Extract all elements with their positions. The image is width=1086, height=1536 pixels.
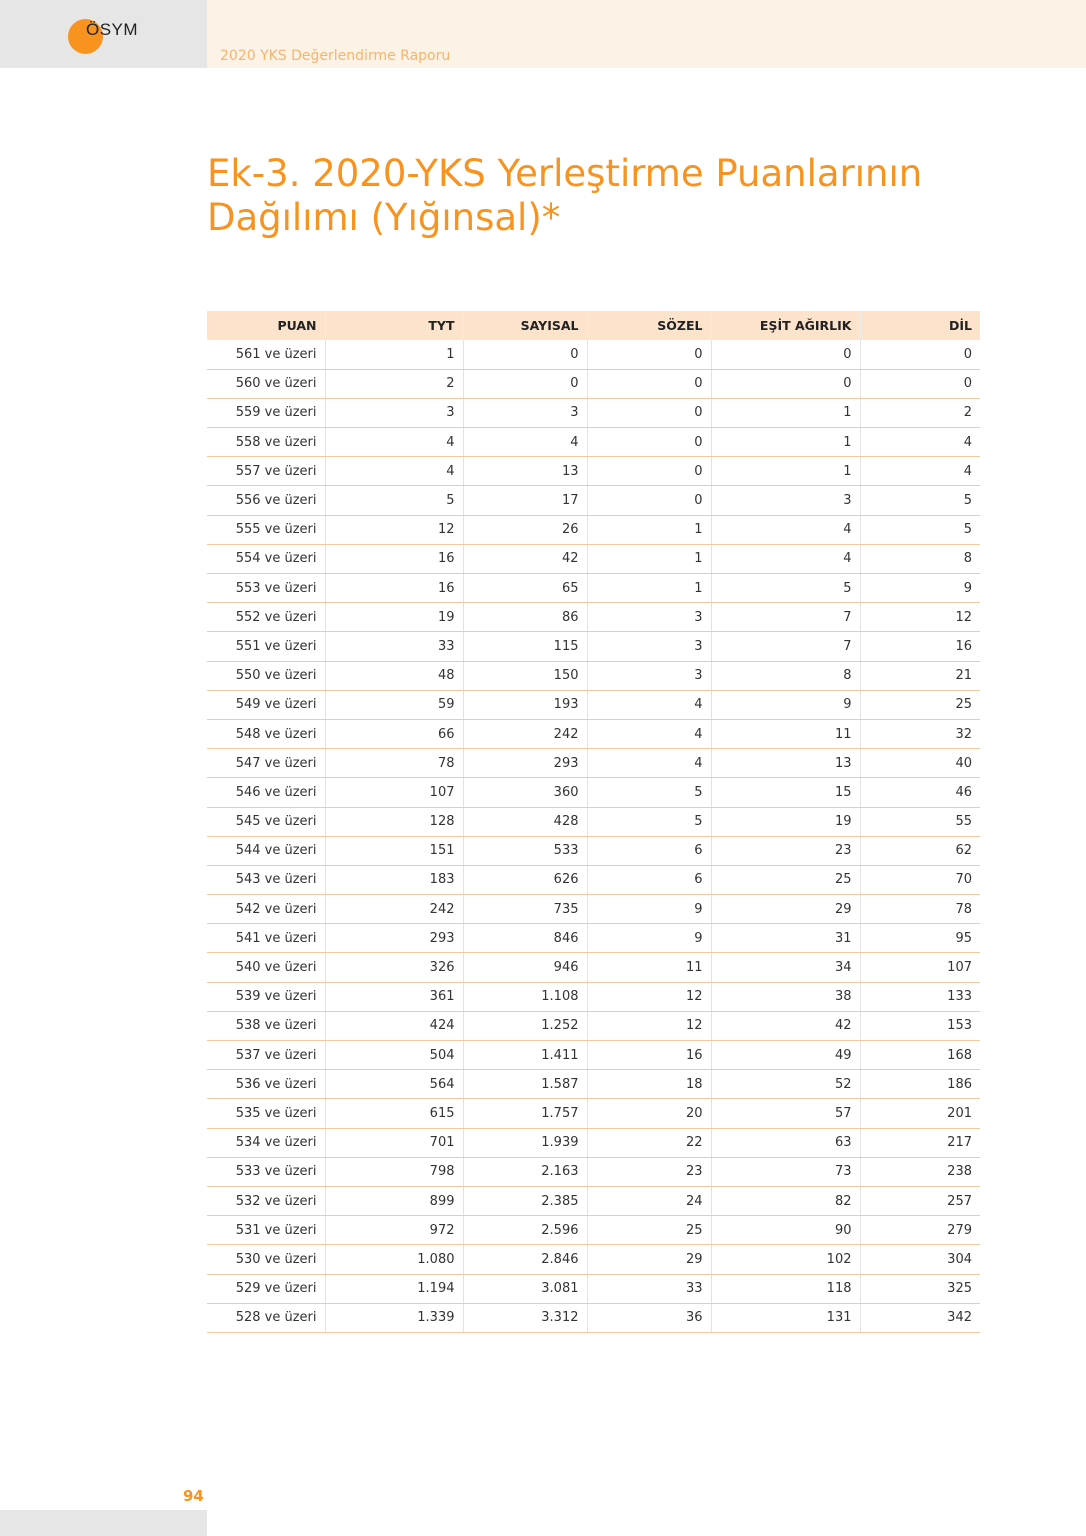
- table-cell: 62: [860, 836, 980, 865]
- table-cell: 25: [860, 690, 980, 719]
- table-cell: 6: [587, 865, 711, 894]
- report-title: 2020 YKS Değerlendirme Raporu: [220, 48, 451, 64]
- table-cell: 5: [860, 486, 980, 515]
- table-cell: 528 ve üzeri: [207, 1303, 325, 1332]
- table-row: [207, 340, 980, 369]
- distribution-table: [207, 311, 980, 1333]
- table-cell: 82: [711, 1186, 860, 1215]
- table-row: [207, 603, 980, 632]
- table-cell: 186: [860, 1070, 980, 1099]
- table-cell: 6: [587, 836, 711, 865]
- table-cell: 626: [463, 865, 587, 894]
- table-cell: 1: [711, 428, 860, 457]
- table-cell: 543 ve üzeri: [207, 865, 325, 894]
- table-row: [207, 690, 980, 719]
- table-cell: 151: [325, 836, 463, 865]
- table-cell: 2.385: [463, 1186, 587, 1215]
- table-cell: 544 ve üzeri: [207, 836, 325, 865]
- table-cell: 5: [587, 778, 711, 807]
- table-cell: 11: [587, 953, 711, 982]
- table-cell: 242: [463, 719, 587, 748]
- table-cell: 238: [860, 1157, 980, 1186]
- table-cell: 0: [711, 340, 860, 369]
- table-cell: 20: [587, 1099, 711, 1128]
- table-cell: 547 ve üzeri: [207, 749, 325, 778]
- table-cell: 12: [860, 603, 980, 632]
- table-row: [207, 661, 980, 690]
- table-cell: 701: [325, 1128, 463, 1157]
- page-number: 94: [183, 1487, 204, 1505]
- table-cell: 90: [711, 1216, 860, 1245]
- table-cell: 49: [711, 1041, 860, 1070]
- table-cell: 538 ve üzeri: [207, 1011, 325, 1040]
- table-row: [207, 865, 980, 894]
- table-cell: 23: [587, 1157, 711, 1186]
- table-cell: 118: [711, 1274, 860, 1303]
- table-cell: 550 ve üzeri: [207, 661, 325, 690]
- table-cell: 57: [711, 1099, 860, 1128]
- column-header: DİL: [860, 311, 980, 340]
- table-cell: 531 ve üzeri: [207, 1216, 325, 1245]
- table-cell: 5: [711, 574, 860, 603]
- table-cell: 29: [587, 1245, 711, 1274]
- table-cell: 553 ve üzeri: [207, 574, 325, 603]
- table-row: [207, 953, 980, 982]
- table-cell: 0: [711, 369, 860, 398]
- table-cell: 1.411: [463, 1041, 587, 1070]
- table-cell: 0: [463, 340, 587, 369]
- table-cell: 304: [860, 1245, 980, 1274]
- table-cell: 36: [587, 1303, 711, 1332]
- column-header: SÖZEL: [587, 311, 711, 340]
- table-row: [207, 778, 980, 807]
- table-cell: 846: [463, 924, 587, 953]
- table-cell: 7: [711, 632, 860, 661]
- table-cell: 545 ve üzeri: [207, 807, 325, 836]
- table-cell: 4: [587, 719, 711, 748]
- table-cell: 193: [463, 690, 587, 719]
- table-cell: 551 ve üzeri: [207, 632, 325, 661]
- table-cell: 3: [587, 661, 711, 690]
- table-cell: 2.163: [463, 1157, 587, 1186]
- table-cell: 504: [325, 1041, 463, 1070]
- table-cell: 16: [860, 632, 980, 661]
- table-row: [207, 719, 980, 748]
- column-header: SAYISAL: [463, 311, 587, 340]
- table-cell: 1.339: [325, 1303, 463, 1332]
- table-cell: 63: [711, 1128, 860, 1157]
- table-cell: 8: [860, 544, 980, 573]
- table-cell: 5: [860, 515, 980, 544]
- table-cell: 946: [463, 953, 587, 982]
- table-cell: 555 ve üzeri: [207, 515, 325, 544]
- table-cell: 22: [587, 1128, 711, 1157]
- table-cell: 972: [325, 1216, 463, 1245]
- table-cell: 541 ve üzeri: [207, 924, 325, 953]
- table-cell: 16: [587, 1041, 711, 1070]
- table-cell: 534 ve üzeri: [207, 1128, 325, 1157]
- table-cell: 9: [587, 924, 711, 953]
- table-cell: 66: [325, 719, 463, 748]
- table-cell: 40: [860, 749, 980, 778]
- table-row: [207, 369, 980, 398]
- table-cell: 1: [587, 544, 711, 573]
- table-row: [207, 1128, 980, 1157]
- table-cell: 4: [587, 690, 711, 719]
- table-row: [207, 515, 980, 544]
- table-cell: 12: [587, 1011, 711, 1040]
- table-cell: 183: [325, 865, 463, 894]
- table-cell: 533: [463, 836, 587, 865]
- table-cell: 559 ve üzeri: [207, 398, 325, 427]
- table-cell: 16: [325, 574, 463, 603]
- table-cell: 1.587: [463, 1070, 587, 1099]
- table-cell: 279: [860, 1216, 980, 1245]
- table-cell: 115: [463, 632, 587, 661]
- table-cell: 11: [711, 719, 860, 748]
- table-row: [207, 1157, 980, 1186]
- table-cell: 33: [587, 1274, 711, 1303]
- table-cell: 150: [463, 661, 587, 690]
- table-cell: 59: [325, 690, 463, 719]
- column-header: EŞİT AĞIRLIK: [711, 311, 860, 340]
- table-cell: 899: [325, 1186, 463, 1215]
- table-cell: 530 ve üzeri: [207, 1245, 325, 1274]
- table-header-row: [207, 311, 980, 340]
- table-row: [207, 982, 980, 1011]
- table-cell: 548 ve üzeri: [207, 719, 325, 748]
- table-row: [207, 1303, 980, 1332]
- table-cell: 4: [860, 457, 980, 486]
- table-cell: 0: [587, 486, 711, 515]
- table-cell: 2.596: [463, 1216, 587, 1245]
- table-cell: 554 ve üzeri: [207, 544, 325, 573]
- table-cell: 9: [587, 895, 711, 924]
- table-cell: 257: [860, 1186, 980, 1215]
- table-cell: 546 ve üzeri: [207, 778, 325, 807]
- table-cell: 3: [587, 603, 711, 632]
- table-row: [207, 398, 980, 427]
- table-cell: 532 ve üzeri: [207, 1186, 325, 1215]
- table-cell: 4: [711, 515, 860, 544]
- table-cell: 1.108: [463, 982, 587, 1011]
- table-row: [207, 544, 980, 573]
- table-cell: 34: [711, 953, 860, 982]
- table-cell: 13: [463, 457, 587, 486]
- table-cell: 1.194: [325, 1274, 463, 1303]
- header-left-band: [0, 0, 207, 68]
- table-cell: 3: [325, 398, 463, 427]
- table-cell: 542 ve üzeri: [207, 895, 325, 924]
- table-cell: 615: [325, 1099, 463, 1128]
- table-row: [207, 1011, 980, 1040]
- table-row: [207, 924, 980, 953]
- table-cell: 25: [587, 1216, 711, 1245]
- table-cell: 536 ve üzeri: [207, 1070, 325, 1099]
- table-cell: 33: [325, 632, 463, 661]
- table-cell: 361: [325, 982, 463, 1011]
- table-cell: 561 ve üzeri: [207, 340, 325, 369]
- table-cell: 0: [587, 398, 711, 427]
- table-cell: 19: [711, 807, 860, 836]
- table-cell: 9: [860, 574, 980, 603]
- table-cell: 153: [860, 1011, 980, 1040]
- table-cell: 131: [711, 1303, 860, 1332]
- table-cell: 1: [587, 515, 711, 544]
- table-cell: 325: [860, 1274, 980, 1303]
- table-cell: 25: [711, 865, 860, 894]
- table-cell: 4: [860, 428, 980, 457]
- table-cell: 18: [587, 1070, 711, 1099]
- table-cell: 5: [325, 486, 463, 515]
- table-cell: 0: [587, 428, 711, 457]
- table-cell: 1.252: [463, 1011, 587, 1040]
- table-cell: 537 ve üzeri: [207, 1041, 325, 1070]
- table-cell: 535 ve üzeri: [207, 1099, 325, 1128]
- table-cell: 7: [711, 603, 860, 632]
- table-cell: 38: [711, 982, 860, 1011]
- table-cell: 107: [325, 778, 463, 807]
- table-cell: 293: [325, 924, 463, 953]
- table-row: [207, 1186, 980, 1215]
- table-row: [207, 1216, 980, 1245]
- table-cell: 12: [325, 515, 463, 544]
- table-cell: 1.939: [463, 1128, 587, 1157]
- table-cell: 2.846: [463, 1245, 587, 1274]
- table-cell: 26: [463, 515, 587, 544]
- table-cell: 78: [325, 749, 463, 778]
- table-row: [207, 1099, 980, 1128]
- table-cell: 4: [463, 428, 587, 457]
- table-cell: 3.081: [463, 1274, 587, 1303]
- table-cell: 107: [860, 953, 980, 982]
- table-cell: 17: [463, 486, 587, 515]
- table-cell: 0: [860, 340, 980, 369]
- table-row: [207, 749, 980, 778]
- table-cell: 0: [860, 369, 980, 398]
- table-cell: 15: [711, 778, 860, 807]
- table-cell: 242: [325, 895, 463, 924]
- table-cell: 8: [711, 661, 860, 690]
- table-cell: 2: [860, 398, 980, 427]
- table-cell: 529 ve üzeri: [207, 1274, 325, 1303]
- table-cell: 32: [860, 719, 980, 748]
- table-cell: 201: [860, 1099, 980, 1128]
- table-cell: 424: [325, 1011, 463, 1040]
- table-cell: 48: [325, 661, 463, 690]
- logo-text: ÖSYM: [86, 20, 139, 39]
- table-cell: 0: [587, 369, 711, 398]
- table-row: [207, 1070, 980, 1099]
- table-cell: 24: [587, 1186, 711, 1215]
- table-row: [207, 632, 980, 661]
- table-cell: 5: [587, 807, 711, 836]
- table-cell: 552 ve üzeri: [207, 603, 325, 632]
- table-cell: 13: [711, 749, 860, 778]
- table-cell: 21: [860, 661, 980, 690]
- table-cell: 360: [463, 778, 587, 807]
- table-cell: 1: [711, 457, 860, 486]
- table-cell: 78: [860, 895, 980, 924]
- table-cell: 549 ve üzeri: [207, 690, 325, 719]
- table-cell: 556 ve üzeri: [207, 486, 325, 515]
- table-cell: 0: [463, 369, 587, 398]
- table-cell: 0: [587, 340, 711, 369]
- table-cell: 4: [711, 544, 860, 573]
- table-cell: 560 ve üzeri: [207, 369, 325, 398]
- table-cell: 23: [711, 836, 860, 865]
- table-cell: 55: [860, 807, 980, 836]
- table-row: [207, 1245, 980, 1274]
- table-cell: 3.312: [463, 1303, 587, 1332]
- table-row: [207, 428, 980, 457]
- table-cell: 558 ve üzeri: [207, 428, 325, 457]
- table-row: [207, 1274, 980, 1303]
- table-row: [207, 895, 980, 924]
- table-cell: 326: [325, 953, 463, 982]
- table-cell: 16: [325, 544, 463, 573]
- page-title: Ek-3. 2020-YKS Yerleştirme Puanlarının Dağılımı (Yığınsal)*: [207, 152, 923, 239]
- table-cell: 1.757: [463, 1099, 587, 1128]
- table-cell: 133: [860, 982, 980, 1011]
- table-cell: 4: [325, 457, 463, 486]
- table-cell: 428: [463, 807, 587, 836]
- table-cell: 65: [463, 574, 587, 603]
- table-row: [207, 486, 980, 515]
- table-row: [207, 574, 980, 603]
- table-cell: 168: [860, 1041, 980, 1070]
- table-cell: 342: [860, 1303, 980, 1332]
- table-cell: 9: [711, 690, 860, 719]
- table-cell: 95: [860, 924, 980, 953]
- table-cell: 102: [711, 1245, 860, 1274]
- table-cell: 128: [325, 807, 463, 836]
- column-header: TYT: [325, 311, 463, 340]
- table-cell: 4: [587, 749, 711, 778]
- table-cell: 52: [711, 1070, 860, 1099]
- table-cell: 73: [711, 1157, 860, 1186]
- footer-band: [0, 1510, 207, 1536]
- table-cell: 1: [587, 574, 711, 603]
- column-header: PUAN: [207, 311, 325, 340]
- table-cell: 46: [860, 778, 980, 807]
- table-cell: 70: [860, 865, 980, 894]
- table-cell: 12: [587, 982, 711, 1011]
- table-cell: 293: [463, 749, 587, 778]
- table-cell: 3: [463, 398, 587, 427]
- table-cell: 0: [587, 457, 711, 486]
- table-row: [207, 807, 980, 836]
- table-cell: 540 ve üzeri: [207, 953, 325, 982]
- table-cell: 19: [325, 603, 463, 632]
- table-row: [207, 836, 980, 865]
- table-cell: 557 ve üzeri: [207, 457, 325, 486]
- table-cell: 1: [711, 398, 860, 427]
- table-cell: 564: [325, 1070, 463, 1099]
- table-cell: 3: [711, 486, 860, 515]
- table-cell: 3: [587, 632, 711, 661]
- table-cell: 1: [325, 340, 463, 369]
- table-cell: 735: [463, 895, 587, 924]
- table-cell: 4: [325, 428, 463, 457]
- table-body: [207, 340, 980, 1332]
- table-cell: 2: [325, 369, 463, 398]
- table-cell: 539 ve üzeri: [207, 982, 325, 1011]
- table-cell: 31: [711, 924, 860, 953]
- table-cell: 86: [463, 603, 587, 632]
- table-cell: 29: [711, 895, 860, 924]
- table-row: [207, 1041, 980, 1070]
- table-cell: 1.080: [325, 1245, 463, 1274]
- table-cell: 533 ve üzeri: [207, 1157, 325, 1186]
- table-cell: 42: [711, 1011, 860, 1040]
- table-cell: 217: [860, 1128, 980, 1157]
- table-cell: 798: [325, 1157, 463, 1186]
- table-row: [207, 457, 980, 486]
- table-cell: 42: [463, 544, 587, 573]
